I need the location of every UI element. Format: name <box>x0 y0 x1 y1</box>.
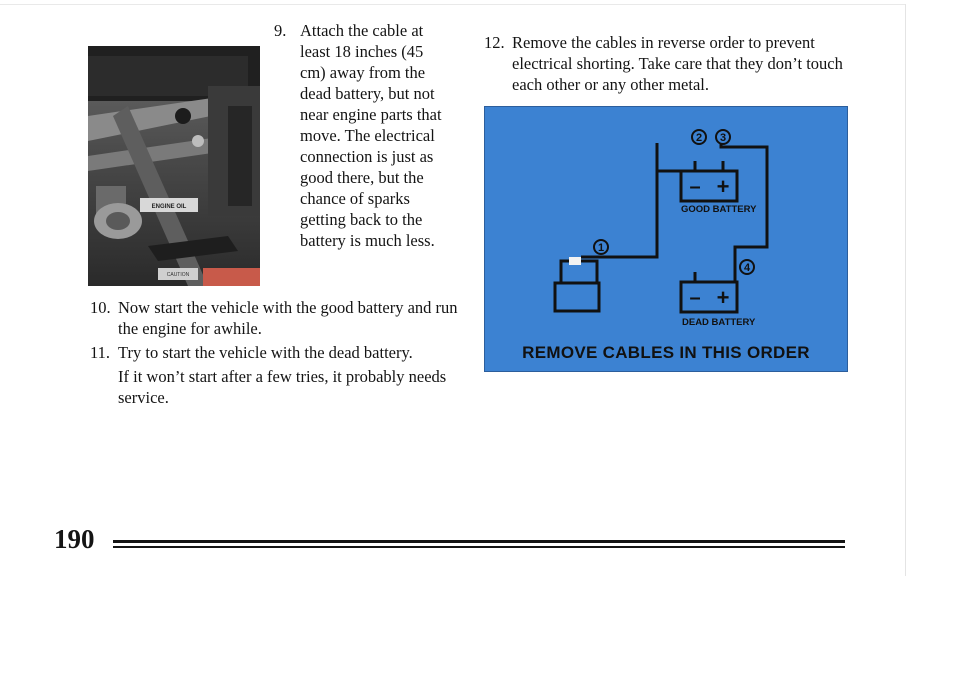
good-battery-label: GOOD BATTERY <box>681 204 757 215</box>
step-11-number: 11. <box>90 343 111 362</box>
dead-battery-minus: – <box>689 287 701 309</box>
marker-1 <box>594 240 608 254</box>
marker-2 <box>692 130 706 144</box>
step-10-number: 10. <box>90 298 111 317</box>
step-12-number: 12. <box>484 33 505 52</box>
marker-3 <box>716 130 730 144</box>
caution-tag-text: CAUTION <box>166 272 190 278</box>
page-edge-top <box>0 4 905 5</box>
engine-oil-tag-text: ENGINE OIL <box>151 204 187 210</box>
marker-1-text: 1 <box>597 242 605 254</box>
dead-battery-label: DEAD BATTERY <box>682 317 756 328</box>
step-11-text: Try to start the vehicle with the dead battery. <box>118 343 413 362</box>
cable-removal-drawing <box>485 107 847 371</box>
page-number: 190 <box>54 524 95 554</box>
dead-battery-plus: + <box>716 285 730 310</box>
marker-3-text: 3 <box>719 132 727 144</box>
step-12-text: Remove the cables in reverse order to prevent electrical shorting. Take care that they don’t touch each other or any other metal. <box>512 33 843 94</box>
step-9-text: Attach the cable at least 18 inches (45 cm) away from the dead battery, but not near engine parts that move. The electrical connection is just as good there, but the chance of sparks getting back to the battery is much less. <box>300 21 442 250</box>
page-edge-right <box>905 4 906 576</box>
marker-4-text: 4 <box>743 262 751 274</box>
footer-rule-thin <box>113 546 845 548</box>
footer-rule-thick <box>113 540 845 543</box>
engine-compartment-photo <box>88 46 260 286</box>
engine-photo-drawing <box>88 46 260 286</box>
cable-ground <box>581 171 657 257</box>
step-11-note: If it won’t start after a few tries, it probably needs service. <box>118 367 447 407</box>
step-10-text: Now start the vehicle with the good battery and run the engine for awhile. <box>118 298 458 338</box>
marker-4 <box>740 260 754 274</box>
step-9-number: 9. <box>274 21 287 40</box>
good-battery-minus: – <box>689 176 701 198</box>
ground-block-lower <box>555 283 599 311</box>
remove-cables-order-label: REMOVE CABLES IN THIS ORDER <box>522 343 810 362</box>
cable-removal-diagram <box>484 106 848 372</box>
good-battery-plus: + <box>716 174 730 199</box>
cable-good-negative <box>657 143 681 171</box>
marker-2-text: 2 <box>695 132 703 144</box>
